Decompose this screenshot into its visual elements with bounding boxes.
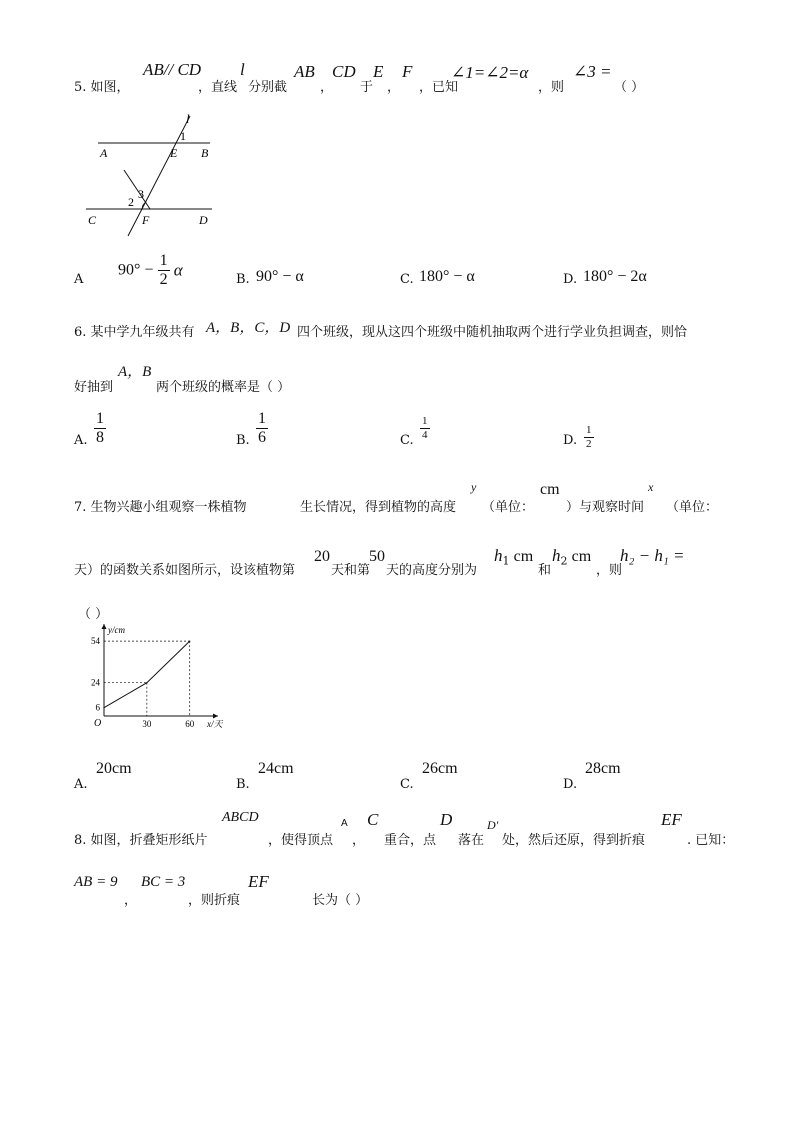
q8-line1-d: 重合，点 (384, 833, 437, 848)
q6-line2-post: 两个班级的概率是（ ） (156, 380, 291, 395)
q8-line2-a: ， (124, 893, 138, 908)
label-l: l (186, 111, 190, 126)
q7-line1-a: 7. 生物兴趣小组观察一株植物 (74, 500, 247, 515)
chart-labels (91, 625, 223, 729)
q7-h1 (494, 546, 533, 568)
q7-line2-b: 天和第 (331, 563, 371, 578)
q5-option-b: 90° − α (256, 268, 304, 285)
q7-option-b: 24cm (258, 760, 294, 777)
x-tick-label: 60 (185, 719, 195, 729)
q8-bc-value: BC = 3 (141, 874, 186, 890)
q8-abcd: ABCD (222, 810, 259, 825)
label-c: C (88, 213, 97, 227)
q5-parallel-expr: AB// CD (143, 60, 202, 79)
fraction-numerator: 1 (422, 415, 428, 427)
q6-line2-pre: 好抽到 (74, 380, 114, 395)
q5-option-a-post: α (173, 260, 183, 280)
q6-option-d (584, 424, 594, 451)
chart-guides (104, 641, 190, 716)
h2-unit: cm (571, 548, 592, 565)
q7-line1-e: （单位： (666, 500, 719, 515)
y-tick-label: 54 (91, 636, 100, 647)
q8-a: A (341, 818, 348, 829)
label-1: 1 (180, 129, 186, 143)
q7-line2-c: 天的高度分别为 (386, 563, 478, 578)
q7-50: 50 (369, 548, 385, 565)
q6-classes: A，B，C，D (206, 320, 291, 336)
y-axis-label: y/cm (108, 625, 125, 635)
q7-20: 20 (314, 548, 330, 565)
q5-text-2: 分别截 (248, 80, 288, 95)
q5-option-a-letter: A (74, 272, 84, 287)
q5-text-1: ，直线 (198, 80, 238, 95)
q6-option-d-letter: D. (563, 433, 578, 448)
q6-option-a-letter: A. (74, 433, 88, 448)
q8-line2-c: 长为（ ） (312, 893, 369, 908)
fraction-denominator: 2 (586, 438, 592, 450)
q6-line1-post: 四个班级，现从这四个班级中随机抽取两个进行学业负担调查，则恰 (297, 325, 688, 340)
q8-line2-b: ，则折痕 (188, 893, 241, 908)
q5-option-c-letter: C. (400, 272, 414, 287)
q5-line-l: l (240, 60, 245, 79)
q5-answer-paren: （ ） (614, 80, 645, 95)
label-3: 3 (138, 187, 144, 201)
q6-option-c (420, 415, 430, 442)
q5-cd: CD (332, 62, 356, 81)
q7-growth-chart (80, 620, 230, 732)
h1-symbol: h (494, 546, 503, 565)
fraction-denominator: 8 (96, 429, 104, 446)
q8-ab-value: AB = 9 (74, 874, 118, 890)
q8-ef: EF (661, 810, 682, 829)
q5-option-a-pre: 90° − (118, 261, 154, 279)
label-a: A (100, 146, 108, 160)
q6-ab: A，B (118, 364, 152, 380)
q5-f: F (402, 62, 413, 81)
h1-subscript: 1 (502, 554, 510, 568)
q5-ask: ∠3 = (573, 62, 612, 81)
chart-axes (102, 624, 219, 719)
data-point-2 (189, 640, 190, 641)
series-line-0 (104, 641, 190, 708)
q5-condition: ∠1=∠2=α (451, 63, 529, 82)
q5-text-4: 于 (360, 80, 374, 95)
q7-expression: h₂ − h₁ = (620, 546, 685, 565)
q7-option-a: 20cm (96, 760, 132, 777)
q7-line2-d: 和 (538, 563, 552, 578)
q7-answer-paren: （ ） (78, 607, 109, 622)
q7-y: y (471, 480, 477, 494)
q8-d: D (440, 810, 453, 829)
q7-line1-b: 生长情况，得到植物的高度 (300, 500, 457, 515)
label-f: F (142, 213, 150, 227)
data-point-0 (103, 707, 104, 708)
q5-text-6: ，已知 (419, 80, 459, 95)
h1-unit: cm (513, 548, 534, 565)
x-tick-label: 30 (142, 719, 152, 729)
fraction-numerator: 1 (159, 252, 168, 269)
q5-e: E (373, 62, 384, 81)
q8-d-prime: D′ (487, 818, 499, 832)
q8-ef-2: EF (248, 872, 269, 891)
origin-label: O (94, 718, 102, 729)
q6-option-b-letter: B. (236, 433, 250, 448)
q8-line1-e: 落在 (458, 833, 485, 848)
label-d: D (199, 213, 208, 227)
q7-x: x (648, 480, 654, 494)
q5-option-a (118, 252, 183, 289)
q6-option-b (256, 410, 268, 447)
fraction-denominator: 4 (422, 429, 428, 441)
fraction-numerator: 1 (586, 424, 592, 436)
q5-option-d: 180° − 2α (583, 268, 647, 285)
label-e: E (170, 146, 178, 160)
q8-line1-c: ， (352, 833, 366, 848)
y-axis-arrow (102, 624, 107, 629)
q5-text-7: ，则 (538, 80, 565, 95)
q7-option-d-letter: D. (563, 777, 578, 792)
q7-option-a-letter: A. (74, 777, 88, 792)
fraction-denominator: 2 (159, 271, 168, 288)
h2-symbol: h (552, 546, 561, 565)
x-axis-label: x/天 (207, 719, 223, 729)
q7-line1-d: ）与观察时间 (566, 500, 645, 515)
q5-option-c: 180° − α (419, 268, 475, 285)
q6-option-a (94, 410, 106, 447)
q5-text-3: ， (320, 80, 334, 95)
q8-line1-g: . 已知： (687, 833, 735, 848)
y-tick-label: 6 (95, 702, 100, 713)
q5-option-b-letter: B. (236, 272, 250, 287)
q7-option-d: 28cm (585, 760, 621, 777)
q7-option-c: 26cm (422, 760, 458, 777)
x-axis-arrow (213, 714, 218, 719)
q7-option-b-letter: B. (236, 777, 250, 792)
q5-ab: AB (294, 62, 315, 81)
q5-option-d-letter: D. (563, 272, 578, 287)
q7-option-c-letter: C. (400, 777, 414, 792)
data-point-1 (146, 682, 147, 683)
q7-cm: cm (540, 481, 560, 498)
chart-series (103, 640, 190, 708)
q8-line1-a: 8. 如图，折叠矩形纸片 (74, 833, 208, 848)
q7-h2 (552, 546, 591, 568)
q7-line1-c: （单位： (482, 500, 535, 515)
q6-line1-pre: 6. 某中学九年级共有 (74, 325, 195, 340)
q8-line1-b: ，使得顶点 (268, 833, 334, 848)
q6-option-c-letter: C. (400, 433, 414, 448)
fraction-numerator: 1 (96, 410, 104, 427)
y-tick-label: 24 (91, 677, 100, 688)
q7-line2-e: ，则 (596, 563, 623, 578)
q8-c: C (367, 810, 379, 829)
fraction-numerator: 1 (258, 410, 266, 427)
q5-figure (80, 108, 230, 238)
q7-line2-a: 天）的函数关系如图所示，设该植物第 (74, 563, 296, 578)
q5-option-a-fraction (158, 252, 170, 289)
q8-line1-f: 处，然后还原，得到折痕 (502, 833, 646, 848)
label-b: B (201, 146, 209, 160)
fraction-denominator: 6 (258, 429, 266, 446)
q5-number: 5. 如图， (74, 80, 130, 95)
h2-subscript: 2 (560, 554, 568, 568)
q5-text-5: ， (387, 80, 401, 95)
label-2: 2 (128, 195, 134, 209)
